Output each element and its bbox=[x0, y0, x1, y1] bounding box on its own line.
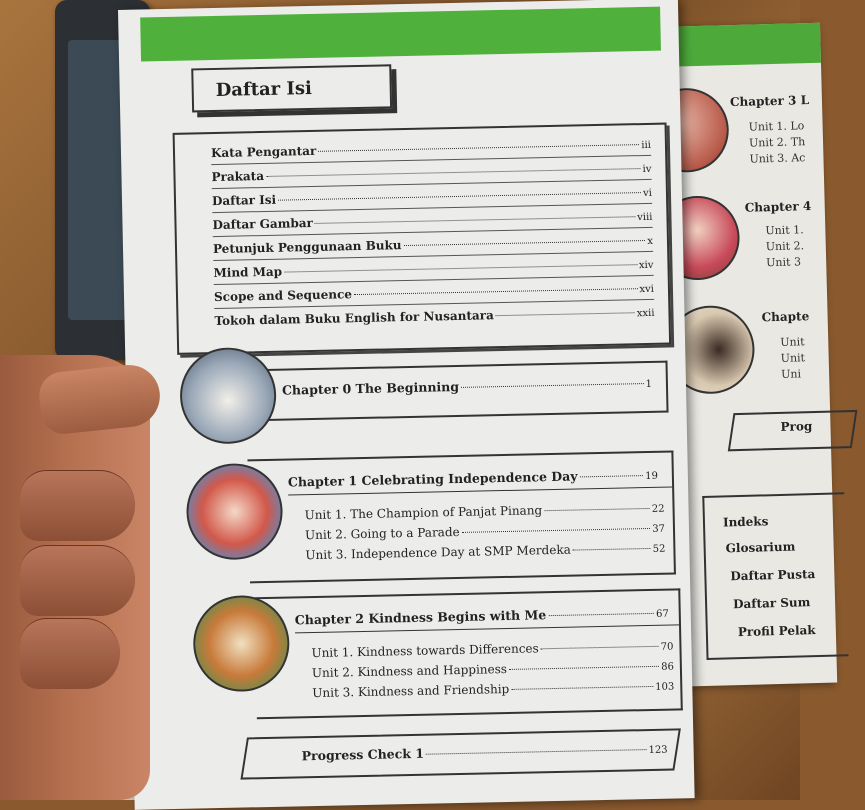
chapter4-unit: Unit 3 bbox=[766, 255, 802, 270]
toc-label: Scope and Sequence bbox=[213, 287, 353, 305]
back-matter-item: Profil Pelak bbox=[737, 623, 816, 640]
title-box bbox=[191, 64, 392, 112]
chapter4-unit: Unit 2. bbox=[765, 239, 805, 254]
toc-label: Tokoh dalam Buku English for Nusantara bbox=[214, 308, 494, 329]
toc-label: Daftar Isi bbox=[211, 192, 277, 209]
unit-label: Unit 1. The Champion of Panjat Pinang bbox=[304, 503, 543, 523]
unit-page: 37 bbox=[652, 523, 666, 535]
chapter3-unit: Unit 1. Lo bbox=[748, 119, 805, 134]
toc-label: Petunjuk Penggunaan Buku bbox=[212, 238, 402, 257]
chapter-title: Chapter 0 The Beginning bbox=[281, 378, 460, 398]
chapter3-title: Chapter 3 L bbox=[729, 93, 810, 110]
unit-page: 70 bbox=[660, 641, 674, 653]
toc-entry bbox=[214, 305, 654, 328]
finger bbox=[20, 545, 135, 616]
chapter4-unit: Unit 1. bbox=[765, 223, 804, 238]
toc-page: xxii bbox=[636, 307, 655, 320]
finger bbox=[20, 618, 120, 689]
chapter3-unit: Unit 3. Ac bbox=[749, 151, 806, 166]
unit-page: 86 bbox=[661, 661, 674, 673]
chapter5-unit: Unit bbox=[780, 335, 805, 349]
chapter5-unit: Uni bbox=[780, 367, 802, 381]
unit-label: Unit 3. Independence Day at SMP Merdeka bbox=[305, 542, 571, 563]
unit-page: 52 bbox=[652, 543, 666, 555]
unit-label: Unit 1. Kindness towards Differences bbox=[311, 641, 539, 661]
toc-page: x bbox=[647, 235, 654, 247]
toc-page: viii bbox=[637, 211, 653, 224]
left-page bbox=[118, 0, 695, 810]
finger bbox=[20, 470, 135, 541]
unit-label: Unit 3. Kindness and Friendship bbox=[312, 681, 510, 701]
green-header-band bbox=[140, 7, 661, 62]
chapter3-unit: Unit 2. Th bbox=[748, 135, 806, 150]
chapter5-unit: Unit bbox=[780, 351, 806, 365]
toc-label: Kata Pengantar bbox=[210, 143, 317, 161]
progress-check-label: Prog bbox=[780, 419, 813, 434]
unit-page: 103 bbox=[655, 681, 675, 693]
toc-label: Daftar Gambar bbox=[212, 215, 314, 233]
unit-page: 22 bbox=[651, 503, 665, 515]
page-title: Daftar Isi bbox=[215, 77, 313, 101]
toc-page: iii bbox=[641, 139, 652, 152]
chapter-title: Chapter 1 Celebrating Independence Day bbox=[287, 468, 578, 490]
unit-label: Unit 2. Kindness and Happiness bbox=[311, 661, 508, 681]
toc-label: Prakata bbox=[211, 168, 265, 185]
chapter4-title: Chapter 4 bbox=[744, 199, 812, 215]
progress-check-label: Progress Check 1 bbox=[301, 745, 425, 764]
chapter5-title: Chapte bbox=[761, 309, 810, 325]
unit-label: Unit 2. Going to a Parade bbox=[304, 524, 460, 543]
toc-page: xiv bbox=[638, 259, 654, 272]
back-matter-item: Daftar Sum bbox=[732, 595, 811, 612]
front-matter-box bbox=[173, 123, 672, 355]
toc-page: iv bbox=[642, 163, 652, 176]
progress-check-page: 123 bbox=[648, 744, 668, 757]
back-matter-item: Indeks bbox=[722, 514, 769, 530]
chapter-title: Chapter 2 Kindness Begins with Me bbox=[294, 607, 547, 628]
chapter-page: 19 bbox=[645, 470, 658, 483]
toc-page: xvi bbox=[639, 283, 655, 296]
chapter-page: 1 bbox=[645, 378, 653, 391]
toc-label: Mind Map bbox=[213, 264, 283, 281]
chapter0-illustration bbox=[179, 347, 277, 445]
toc-page: vi bbox=[642, 187, 653, 200]
back-matter-item: Daftar Pusta bbox=[730, 567, 816, 584]
back-matter-item: Glosarium bbox=[725, 539, 796, 556]
chapter-page: 67 bbox=[655, 608, 669, 620]
